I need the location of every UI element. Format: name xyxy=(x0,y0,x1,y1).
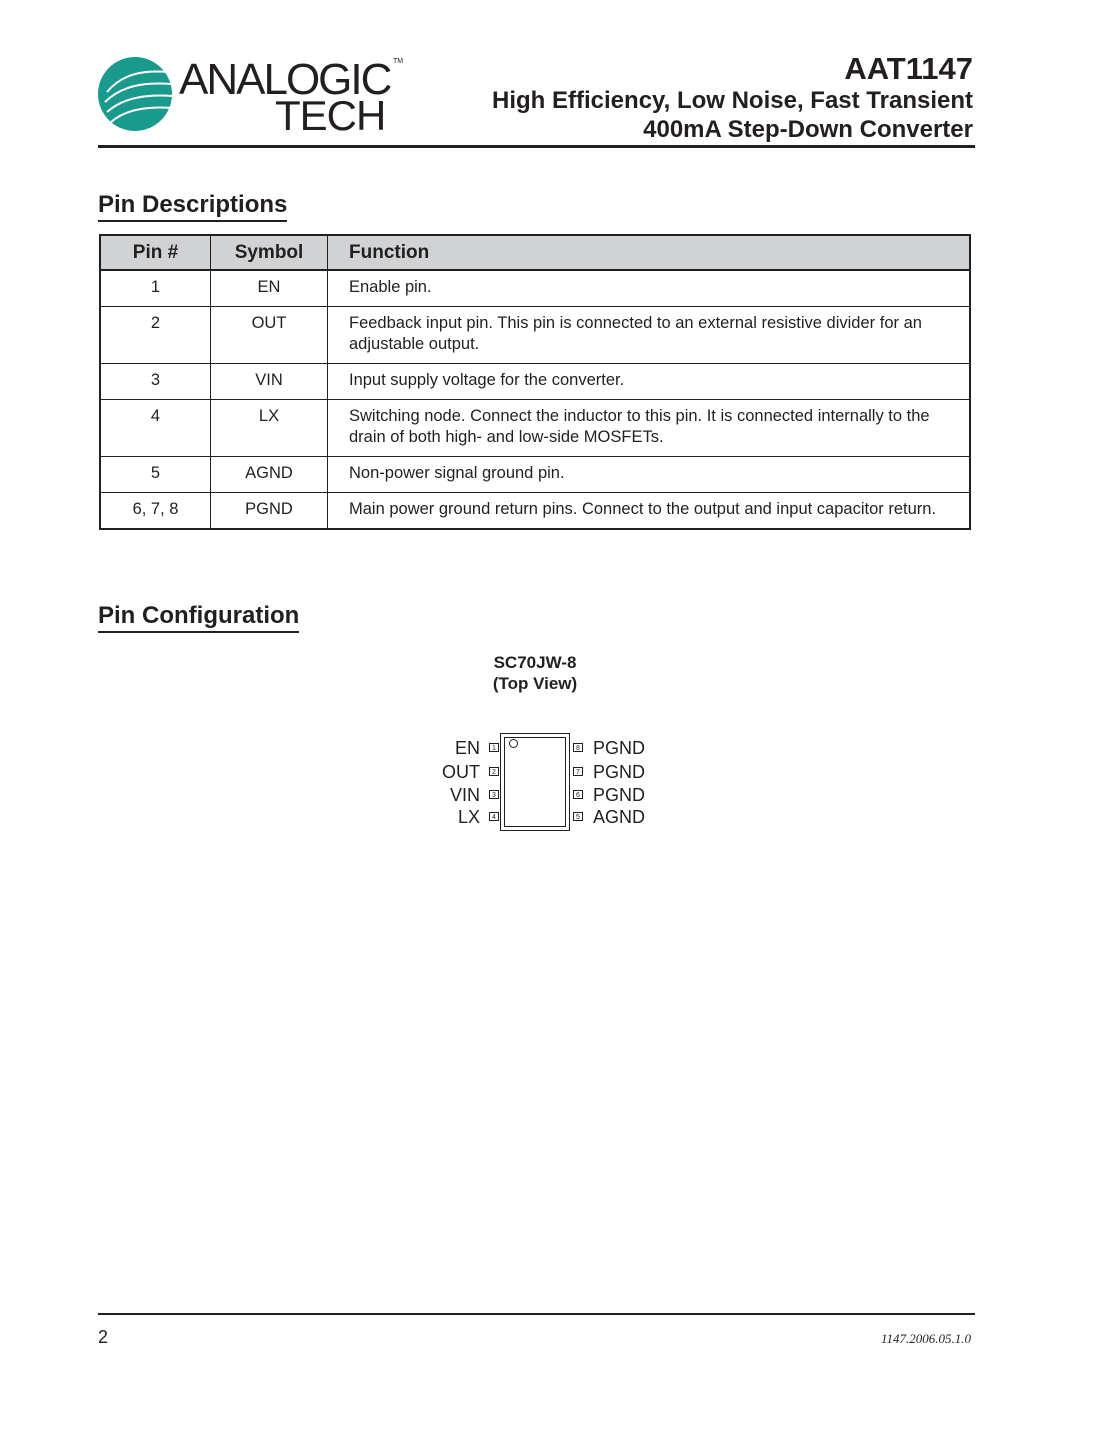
pin-box-5: 5 xyxy=(573,812,583,821)
pin-box-7: 7 xyxy=(573,767,583,776)
table-header-row xyxy=(100,235,970,270)
chip-inner-outline xyxy=(504,737,566,827)
pin-box-2: 2 xyxy=(489,767,499,776)
pin-label-lx: LX xyxy=(457,807,480,827)
table-row xyxy=(100,400,970,457)
pin-function: Enable pin. xyxy=(328,270,971,307)
pin-box-3: 3 xyxy=(489,790,499,799)
table-row xyxy=(100,457,970,493)
pin-symbol: OUT xyxy=(211,307,328,364)
pin-symbol: LX xyxy=(211,400,328,457)
column-header-function: Function xyxy=(328,235,971,270)
table-row xyxy=(100,493,970,530)
package-label xyxy=(435,652,635,694)
footer-divider xyxy=(98,1313,975,1315)
logo-text-tech: TECH xyxy=(275,92,386,139)
pin-symbol: AGND xyxy=(211,457,328,493)
pin-number: 6, 7, 8 xyxy=(100,493,211,530)
table-row xyxy=(100,364,970,400)
chip-body xyxy=(500,733,570,831)
document-code: 1147.2006.05.1.0 xyxy=(880,1331,971,1346)
pin-number: 4 xyxy=(100,400,211,457)
pin-label-pgnd-6: PGND xyxy=(593,785,646,805)
pin-symbol: PGND xyxy=(211,493,328,530)
pin-number: 1 xyxy=(100,270,211,307)
subtitle-line-1: High Efficiency, Low Noise, Fast Transient xyxy=(492,87,973,114)
column-header-symbol: Symbol xyxy=(211,235,328,270)
pin-descriptions-heading: Pin Descriptions xyxy=(98,190,287,222)
pin1-indicator-icon xyxy=(509,739,518,748)
pin-function: Switching node. Connect the inductor to this pin. It is connected internally to the drain of both high- and low-side MOSFETs. xyxy=(328,400,971,457)
pin-box-1: 1 xyxy=(489,743,499,752)
pin-function: Feedback input pin. This pin is connected to an external resistive divider for an adjustable output. xyxy=(328,307,971,364)
pin-label-out: OUT xyxy=(442,762,480,782)
subtitle-line-2: 400mA Step-Down Converter xyxy=(643,116,973,143)
pin-box-8: 8 xyxy=(573,743,583,752)
document-title-block xyxy=(492,52,973,144)
page-number: 2 xyxy=(98,1327,109,1347)
pin-label-vin: VIN xyxy=(449,785,480,805)
pin-symbol: EN xyxy=(211,270,328,307)
package-view: (Top View) xyxy=(492,674,578,693)
pin-label-pgnd-8: PGND xyxy=(593,738,646,758)
pin-configuration-heading: Pin Configuration xyxy=(98,601,299,633)
pin-descriptions-table xyxy=(99,234,971,530)
pin-function: Main power ground return pins. Connect to the output and input capacitor return. xyxy=(328,493,971,530)
header-divider xyxy=(98,145,975,148)
column-header-pin: Pin # xyxy=(100,235,211,270)
logo-globe-icon xyxy=(97,56,177,136)
logo-trademark: TM xyxy=(393,58,404,65)
pin-number: 5 xyxy=(100,457,211,493)
pin-function: Input supply voltage for the converter. xyxy=(328,364,971,400)
company-logo xyxy=(97,55,407,139)
part-number: AAT1147 xyxy=(844,51,973,86)
pin-box-4: 4 xyxy=(489,812,499,821)
pin-label-en: EN xyxy=(454,738,480,758)
pin-symbol: VIN xyxy=(211,364,328,400)
pin-label-pgnd-7: PGND xyxy=(593,762,646,782)
pin-label-agnd-5: AGND xyxy=(593,807,646,827)
package-name: SC70JW-8 xyxy=(493,653,577,672)
pin-number: 3 xyxy=(100,364,211,400)
pin-function: Non-power signal ground pin. xyxy=(328,457,971,493)
table-row xyxy=(100,307,970,364)
logo-text-analogic: ANALOGIC xyxy=(179,55,391,104)
table-row xyxy=(100,270,970,307)
pin-number: 2 xyxy=(100,307,211,364)
pin-box-6: 6 xyxy=(573,790,583,799)
